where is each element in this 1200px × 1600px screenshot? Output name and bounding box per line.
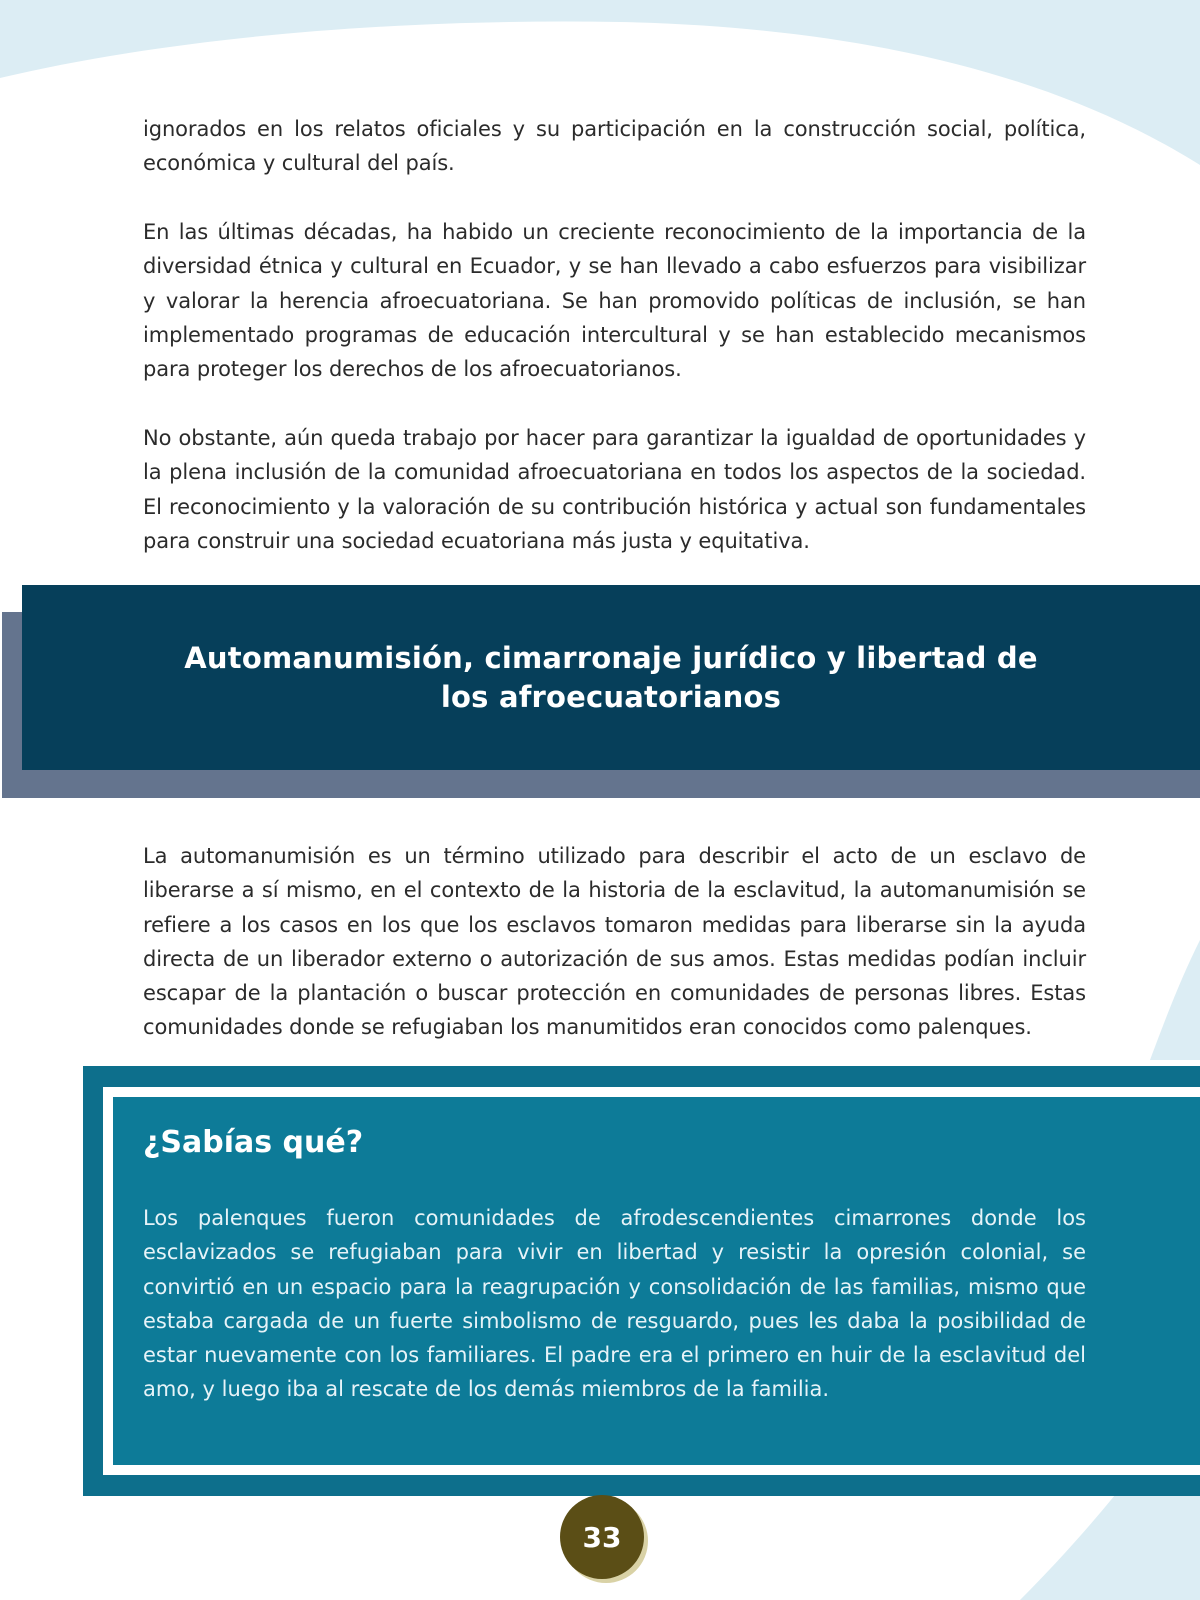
section-heading: Automanumisión, cimarronaje jurídico y libertad de los afroecuatorianos [184,640,1038,714]
body-paragraph: ignorados en los relatos oficiales y su participación en la construcción social, política, económica y cultural del país. [143,117,1086,176]
callout-text: Los palenques fueron comunidades de afrodescendientes cimarrones donde los esclavizados se refugiaban para vivir en libertad y resistir la opresión colonial, se convirtió en un espacio para la reagrupación y consolidación de las familias, mismo que estaba cargada de un fuerte simbolismo de resguardo, pues les daba la posibilidad de estar nuevamente con los familiares. El padre era el primero en huir de la esclavitud del amo, y luego iba al rescate de los demás miembros de la familia. [143,1206,1086,1402]
page-number-badge [560,1495,648,1583]
body-paragraph: La automanumisión es un término utilizado para describir el acto de un esclavo de liberarse a sí mismo, en el contexto de la historia de la esclavitud, la automanumisión se refiere a los casos en los que los esclavos tomaron medidas para liberarse sin la ayuda directa de un liberador externo o autorización de sus amos. Estas medidas podían incluir escapar de la plantación o buscar protección en comunidades de personas libres. Estas comunidades donde se refugiaban los manumitidos eran conocidos como palenques. [143,844,1086,1040]
page-number: 33 [582,1520,622,1554]
section-heading-band [22,585,1200,770]
body-paragraph: No obstante, aún queda trabajo por hacer para garantizar la igualdad de oportunidades y la plena inclusión de la comunidad afroecuatoriana en todos los aspectos de la sociedad. El reconocimiento y la valoración de su contribución histórica y actual son fundamentales para construir una sociedad ecuatoriana más justa y equitativa. [143,426,1086,553]
body-paragraph: En las últimas décadas, ha habido un creciente reconocimiento de la importancia de la diversidad étnica y cultural en Ecuador, y se han llevado a cabo esfuerzos para visibilizar y valorar la herencia afroecuatoriana. Se han promovido políticas de inclusión, se han implementado programas de educación intercultural y se han establecido mecanismos para proteger los derechos de los afroecuatorianos. [143,220,1086,382]
callout-title: ¿Sabías qué? [143,1125,364,1160]
page-number-disc [560,1495,644,1579]
